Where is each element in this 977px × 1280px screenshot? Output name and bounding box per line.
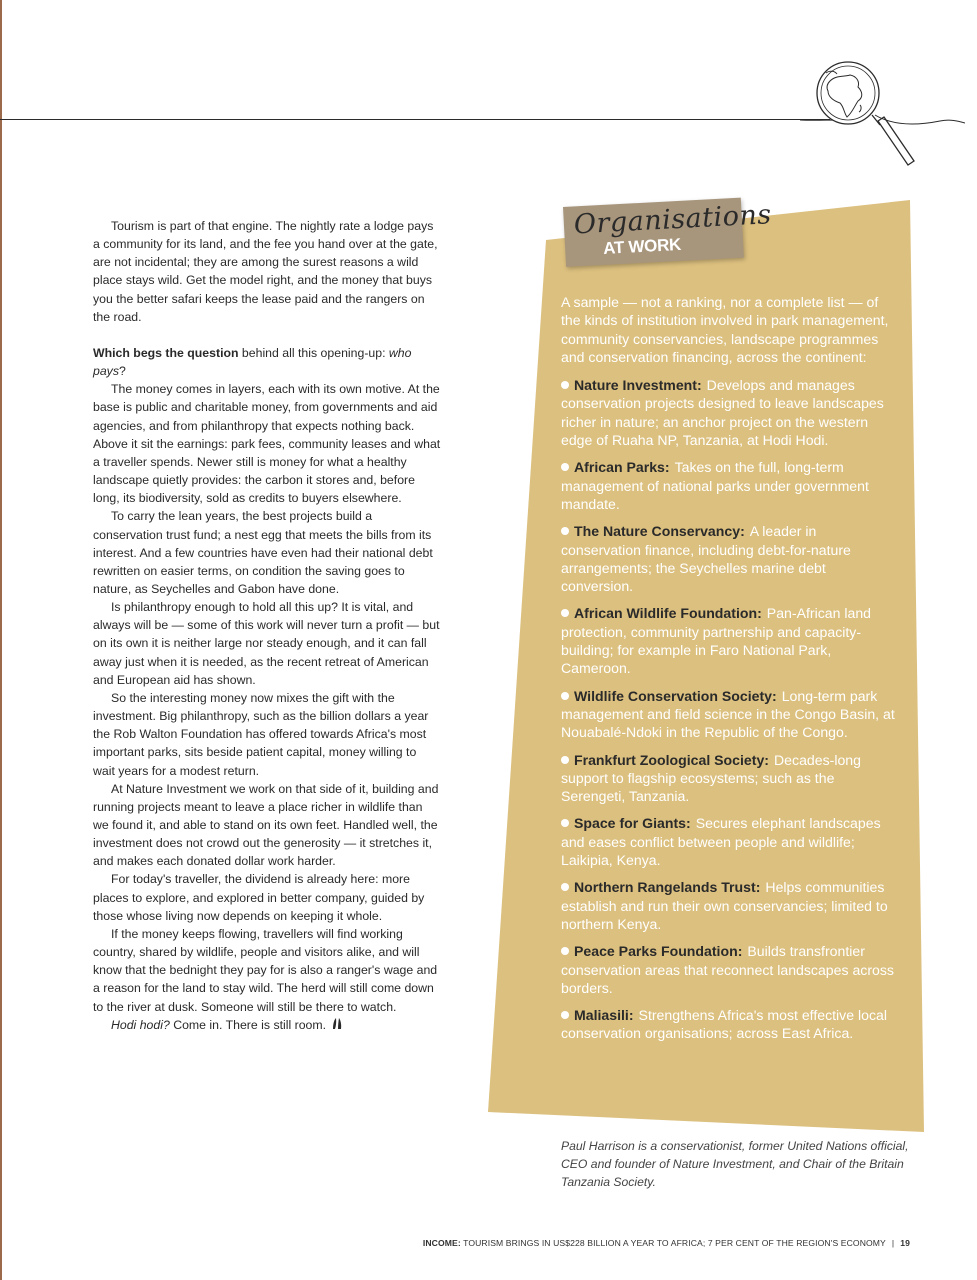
org-item bbox=[561, 1006, 897, 1043]
bullet-icon bbox=[561, 883, 569, 891]
end-mark-icon bbox=[332, 1017, 342, 1030]
footer-label: INCOME: bbox=[422, 1238, 461, 1248]
author-byline: Paul Harrison is a conservationist, former United Nations official, CEO and founder of Nature Investment, and Chair of the Britain Tanzania Society. bbox=[561, 1139, 909, 1190]
org-description: Develops and manages conservation projects designed to leave landscapes richer in nature; an anchor project on the western edge of Ruaha NP, Tanzania, at Hodi Hodi. bbox=[561, 377, 884, 449]
sidebar-content bbox=[561, 293, 897, 1052]
org-description: Helps communities establish and run their own conservancies; limited to northern Kenya. bbox=[561, 879, 888, 932]
org-name: Maliasili bbox=[574, 1007, 629, 1024]
org-description: Builds transfrontier conservation areas that reconnect landscapes across borders. bbox=[561, 943, 894, 996]
bullet-icon bbox=[561, 947, 569, 955]
article-paragraph: Tourism is part of that engine. The nightly rate a lodge pays a community for its land, and the fee you hand over at the gate, are not incidental; they are among the surest reasons a wild place stays wild. Get the model right, and the money that buys you the better safari keeps the lease paid and the rangers on the road. bbox=[93, 219, 438, 324]
org-item bbox=[561, 878, 897, 933]
org-description: Strengthens Africa's most effective local conservation organisations; across East Africa. bbox=[561, 1007, 887, 1042]
bullet-icon bbox=[561, 527, 569, 535]
org-name: African Wildlife Foundation bbox=[574, 605, 758, 622]
org-description: A leader in conservation finance, including debt-for-nature arrangements; the Seychelles marine debt conversion. bbox=[561, 523, 851, 595]
org-separator: : bbox=[764, 751, 769, 768]
org-separator: : bbox=[740, 523, 745, 540]
page-footer bbox=[340, 1238, 910, 1248]
org-item bbox=[561, 751, 897, 806]
globe-magnifier-icon bbox=[800, 55, 965, 185]
article-paragraph: To carry the lean years, the best projects build a conservation trust fund; a nest egg that meets the bills from its interest. And a few countries have even had their national debt rewritten on easier terms, on condition the saving goes to nature, as Seychelles and Gabon have done. bbox=[93, 509, 433, 596]
article-body bbox=[93, 217, 441, 1034]
bullet-icon bbox=[561, 756, 569, 764]
bullet-icon bbox=[561, 692, 569, 700]
org-name: Northern Rangelands Trust bbox=[574, 879, 756, 896]
org-separator: : bbox=[757, 605, 762, 622]
org-name: Wildlife Conservation Society bbox=[574, 687, 773, 704]
sidebar-intro: A sample — not a ranking, nor a complete list — of the kinds of institution involved in park management, community conservancies, landscape programmes and conservation financing, across the continent: bbox=[561, 294, 889, 365]
org-item bbox=[561, 942, 897, 997]
article-paragraph: Which begs the question behind all this opening-up: who pays? bbox=[93, 345, 412, 379]
footer-separator: | bbox=[891, 1238, 895, 1248]
badge-script: Organisations bbox=[573, 199, 773, 241]
article-paragraph: Hodi hodi? Come in. There is still room. bbox=[93, 1016, 441, 1034]
article-paragraph: Is philanthropy enough to hold all this up? It is vital, and always will be — some of this work will never turn a profit — but on its own it is neither large nor steady enough, and it can fall away just when it is needed, as the recent retreat of American and European aid has shown. bbox=[93, 600, 440, 687]
sidebar-badge bbox=[563, 198, 773, 267]
badge-title: AT WORK bbox=[602, 234, 682, 258]
org-separator: : bbox=[737, 943, 743, 960]
org-list bbox=[561, 376, 897, 1043]
top-rule bbox=[0, 119, 830, 120]
org-name: Peace Parks Foundation bbox=[574, 943, 738, 960]
bullet-icon bbox=[561, 1011, 569, 1019]
page-edge bbox=[0, 0, 2, 1280]
org-name: The Nature Conservancy bbox=[574, 523, 741, 540]
article-paragraph: So the interesting money now mixes the gift with the investment. Big philanthropy, such as the billion dollars a year the Rob Walton Foundation has offered towards Africa's most important parks, sits beside patient capital, money willing to wait years for a modest return. bbox=[93, 690, 429, 778]
bullet-icon bbox=[561, 381, 569, 389]
org-separator: : bbox=[664, 459, 670, 476]
article-paragraph: For today's traveller, the dividend is already here: more places to explore, and explored in better company, guided by those whose living now depends on keeping it whole. bbox=[93, 872, 425, 923]
bullet-icon bbox=[561, 463, 569, 471]
page-number: 19 bbox=[900, 1238, 910, 1248]
org-separator: : bbox=[628, 1007, 634, 1024]
org-description: Secures elephant landscapes and eases conflict between people and wildlife; Laikipia, Kenya. bbox=[561, 815, 881, 869]
org-item bbox=[561, 376, 897, 449]
article-paragraph: If the money keeps flowing, travellers will find working country, shared by wildlife, people and visitors alike, and will know that the bednight they pay for is also a ranger's wage and a reason for the land to stay wild. The herd will still come down to the river at dusk. Someone will still be there to watch. bbox=[93, 926, 438, 1014]
org-item bbox=[561, 814, 897, 869]
org-item bbox=[561, 687, 897, 742]
org-separator: : bbox=[755, 879, 761, 896]
org-description: Long-term park management and field science in the Congo Basin, at Nouabalé-Ndoki in the Republic of the Congo. bbox=[561, 687, 895, 741]
org-name: Frankfurt Zoological Society bbox=[574, 751, 765, 768]
org-description: Decades-long support to flagship ecosystems; such as the Serengeti, Tanzania. bbox=[561, 751, 861, 805]
article-paragraph: The money comes in layers, each with its own motive. At the base is public and charitable money, from governments and aid agencies, and from philanthropy that expects nothing back. Above it sit the earnings: park fees, community leases and what a traveller spends. Newer still is money for what a healthy landscape quietly provides: the carbon it stores and, before long, its biodiversity, sold as credits to buyers elsewhere. bbox=[93, 382, 441, 506]
org-separator: : bbox=[772, 687, 777, 704]
org-item bbox=[561, 458, 897, 513]
article-paragraph: At Nature Investment we work on that side of it, building and running projects meant to leave a place richer in wildlife than we found it, and able to stand on its own feet. Handled well, the investment does not crowd out the generosity — it stretches it, and makes each donated dollar work harder. bbox=[93, 781, 439, 869]
org-description: Takes on the full, long-term management of national parks under government mandate. bbox=[561, 459, 869, 512]
bullet-icon bbox=[561, 609, 569, 617]
footer-text: TOURISM BRINGS IN US$228 BILLION A YEAR TO AFRICA; 7 PER CENT OF THE REGION'S ECONOMY bbox=[460, 1238, 886, 1248]
org-item bbox=[561, 604, 897, 677]
org-name: Nature Investment bbox=[574, 377, 697, 394]
org-separator: : bbox=[686, 815, 691, 832]
question-lead: Which begs the question bbox=[93, 345, 239, 360]
org-name: African Parks bbox=[574, 459, 665, 476]
org-description: Pan-African land protection, community partnership and capacity-building; for example in Faro National Park, Cameroon. bbox=[561, 605, 871, 677]
org-separator: : bbox=[696, 377, 702, 394]
org-item bbox=[561, 522, 897, 595]
bullet-icon bbox=[561, 819, 569, 827]
org-name: Space for Giants bbox=[574, 815, 686, 832]
